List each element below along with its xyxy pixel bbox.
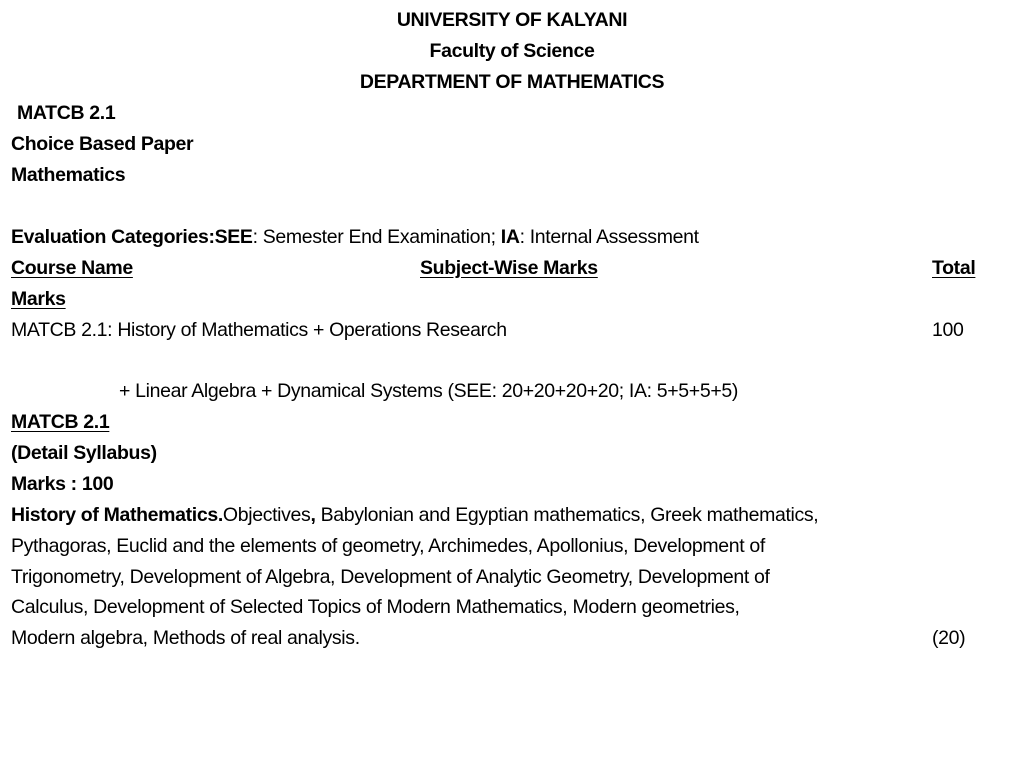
topic-line-2: Pythagoras, Euclid and the elements of geometry, Archimedes, Apollonius, Development of bbox=[11, 535, 765, 557]
detail-subtitle: (Detail Syllabus) bbox=[11, 442, 157, 464]
evaluation-label: Evaluation Categories: bbox=[11, 226, 215, 248]
header-course-name: Course Name bbox=[11, 257, 133, 279]
university-title: UNIVERSITY OF KALYANI bbox=[396, 9, 628, 31]
department-title: DEPARTMENT OF MATHEMATICS bbox=[359, 71, 665, 93]
faculty-title: Faculty of Science bbox=[429, 40, 595, 62]
header-total: Total bbox=[932, 257, 976, 279]
header-subject-marks: Subject-Wise Marks bbox=[420, 257, 598, 279]
course-code: MATCB 2.1 bbox=[17, 102, 116, 124]
see-abbr: SEE bbox=[214, 226, 253, 248]
detail-code: MATCB 2.1 bbox=[11, 411, 110, 433]
evaluation-categories bbox=[11, 222, 699, 253]
topic-comma: , bbox=[310, 504, 316, 526]
topic-heading-line bbox=[11, 500, 818, 531]
course-row: MATCB 2.1: History of Mathematics + Operations Research bbox=[11, 319, 507, 341]
topic-line-1: Babylonian and Egyptian mathematics, Greek mathematics, bbox=[315, 504, 819, 526]
topic-line-4: Calculus, Development of Selected Topics of Modern Mathematics, Modern geometries, bbox=[11, 596, 740, 618]
topic-line-3: Trigonometry, Development of Algebra, Development of Analytic Geometry, Development of bbox=[11, 566, 770, 588]
topic-first-item: Objectives bbox=[222, 504, 311, 526]
header-marks: Marks bbox=[11, 288, 66, 310]
see-definition: : Semester End Examination; bbox=[252, 226, 501, 248]
topic-title: History of Mathematics. bbox=[11, 504, 223, 526]
ia-definition: : Internal Assessment bbox=[519, 226, 699, 248]
topic-line-5: Modern algebra, Methods of real analysis. bbox=[11, 627, 360, 649]
course-total: 100 bbox=[932, 319, 964, 341]
course-row-continuation: + Linear Algebra + Dynamical Systems (SEE: 20+20+20+20; IA: 5+5+5+5) bbox=[119, 380, 739, 402]
paper-type: Choice Based Paper bbox=[11, 133, 194, 155]
ia-abbr: IA bbox=[500, 226, 520, 248]
detail-marks: Marks : 100 bbox=[11, 473, 114, 495]
topic-marks: (20) bbox=[932, 627, 966, 649]
paper-subject: Mathematics bbox=[11, 164, 126, 186]
